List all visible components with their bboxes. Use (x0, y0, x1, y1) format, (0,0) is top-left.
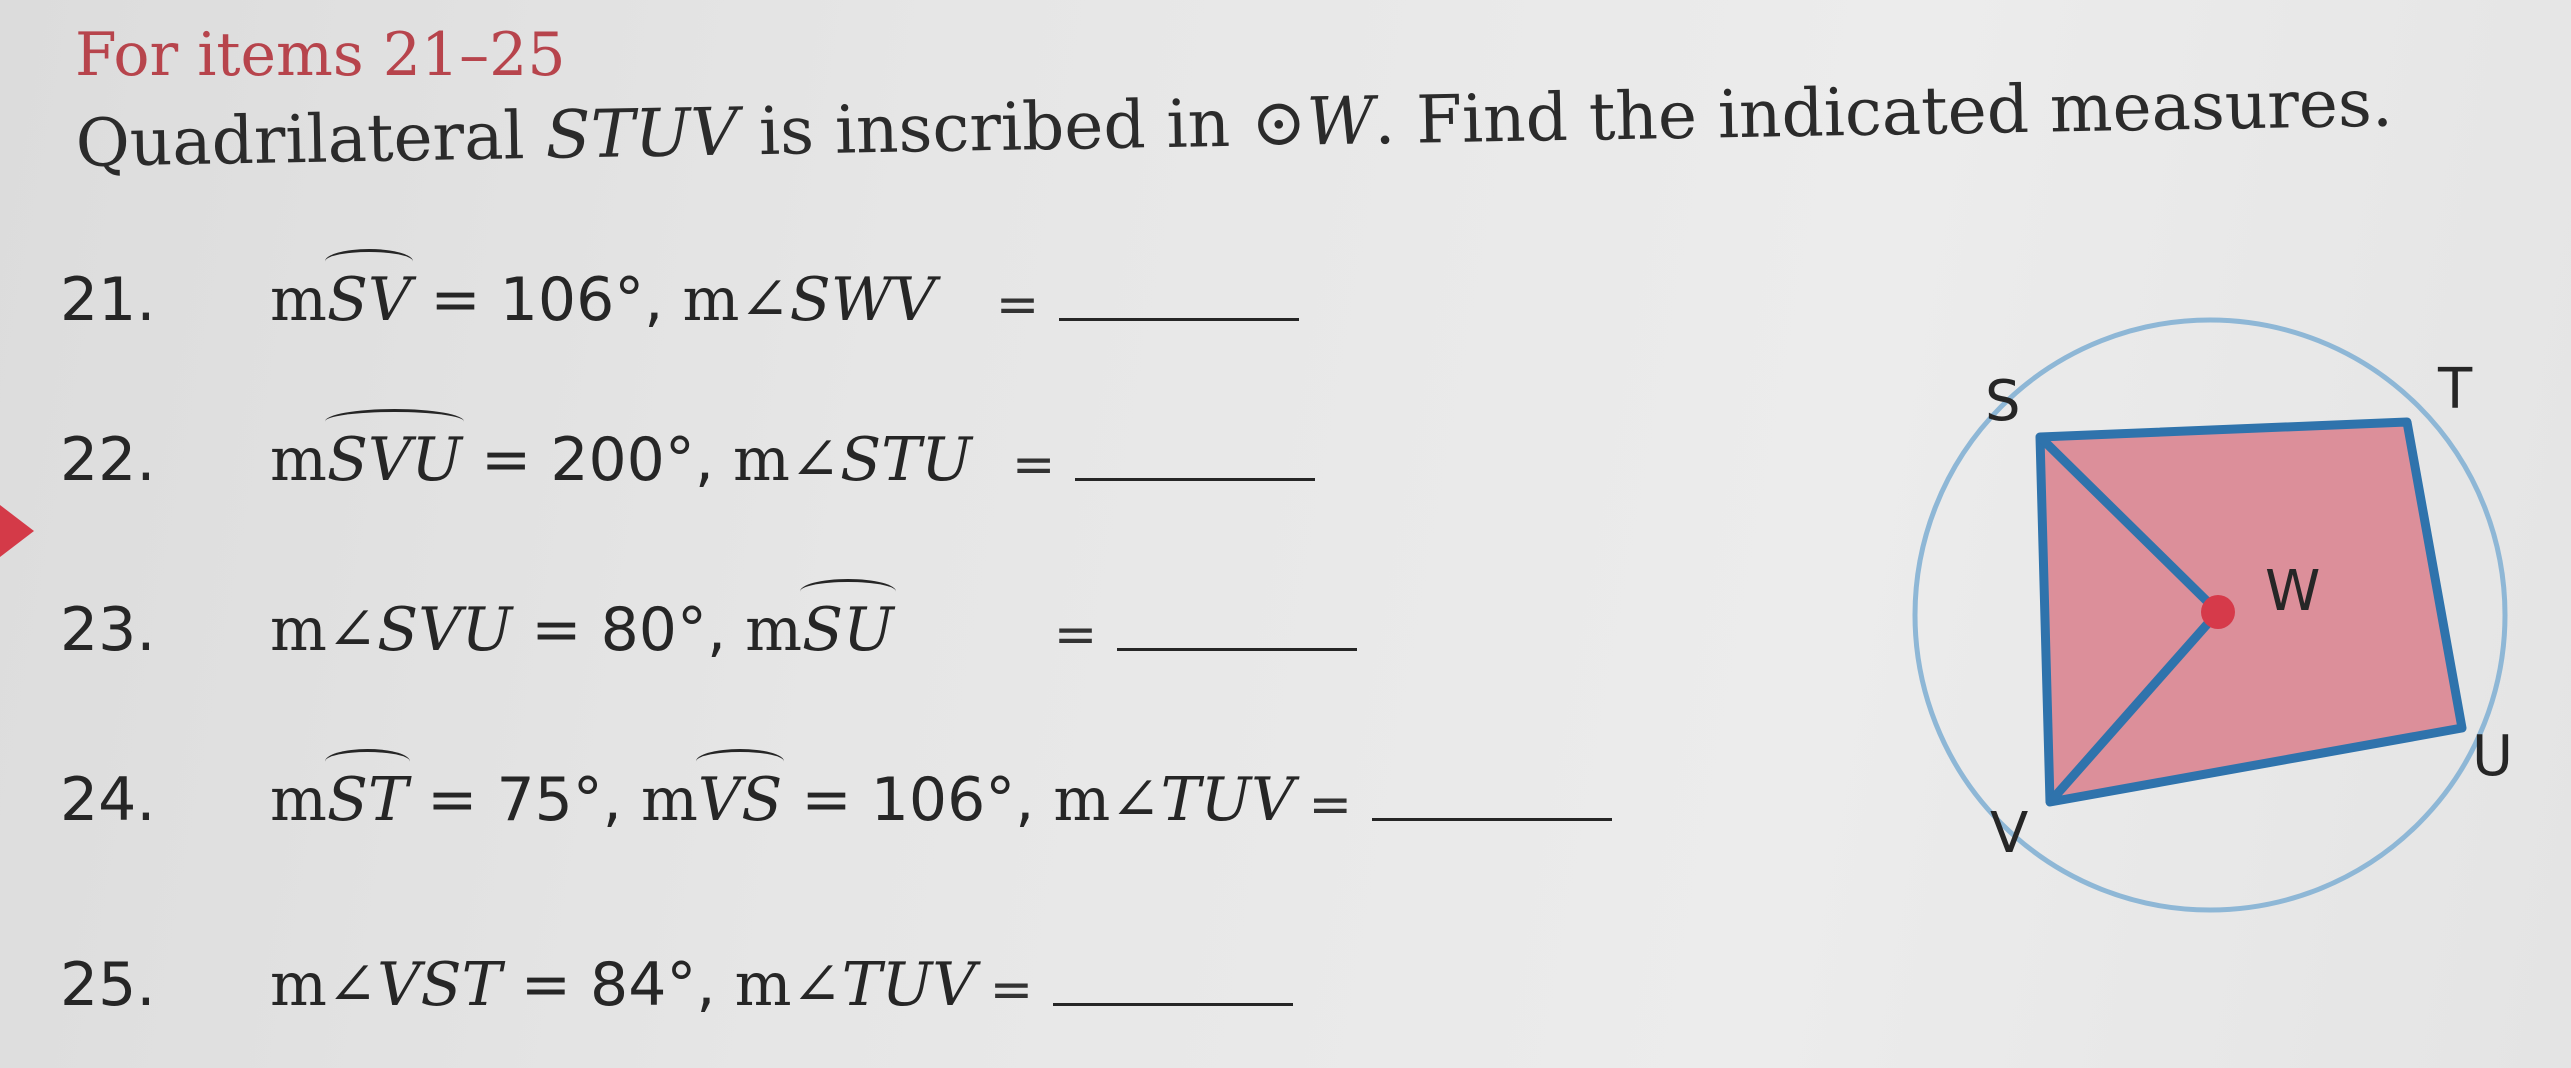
given-value: = 84°, (501, 950, 735, 1020)
angle-label: ∠STU (789, 425, 972, 495)
item-number: 23. (60, 595, 156, 665)
equals-sign: = (989, 960, 1034, 1020)
item-number: 22. (60, 425, 156, 495)
angle-label: ∠VST (326, 950, 502, 1020)
measure-m: m (745, 595, 803, 665)
vertex-label-S: S (1985, 369, 2021, 434)
angle-label: ∠SVU (326, 595, 513, 665)
given-value: = 106°, (411, 265, 683, 335)
angle-label: ∠SWV (739, 265, 936, 335)
quadrilateral-name: STUV (544, 93, 739, 174)
given-value: = 75°, (408, 765, 641, 835)
arc-label: SVU (326, 425, 462, 495)
item-number: 24. (60, 765, 156, 835)
angle-label: ∠TUV (1110, 765, 1295, 835)
given-value: = 80°, (512, 595, 746, 665)
arc-label: ST (326, 765, 409, 835)
circle-name: W (1305, 82, 1375, 161)
circle-symbol: ⊙ (1250, 83, 1308, 162)
section-label: For items 21–25 (75, 20, 566, 90)
arc-label: VS (697, 765, 783, 835)
instruction-before: Quadrilateral (75, 96, 547, 182)
instruction-middle: is inscribed in (737, 84, 1252, 171)
measure-m: m (734, 950, 792, 1020)
measure-m: m (270, 425, 327, 495)
measure-m: m (682, 265, 740, 335)
vertex-label-T: T (2438, 357, 2473, 422)
measure-m: m (1053, 765, 1111, 835)
given-value: = 106°, (782, 765, 1054, 835)
measure-m: m (270, 265, 327, 335)
angle-label: ∠TUV (791, 950, 976, 1020)
equals-sign: = (1011, 435, 1056, 495)
arc-label: SU (802, 595, 894, 665)
measure-m: m (270, 950, 327, 1020)
measure-m: m (270, 765, 327, 835)
equals-sign: = (1053, 605, 1098, 665)
instruction-after: . Find the indicated measures. (1373, 64, 2394, 160)
equals-sign: = (1308, 775, 1353, 835)
center-label-W: W (2265, 559, 2321, 624)
vertex-label-U: U (2472, 724, 2513, 789)
given-value: = 200°, (461, 425, 733, 495)
vertex-label-V: V (1990, 801, 2029, 866)
measure-m: m (270, 595, 327, 665)
equals-sign: = (995, 275, 1040, 335)
item-number: 21. (60, 265, 156, 335)
measure-m: m (640, 765, 698, 835)
item-number: 25. (60, 950, 156, 1020)
arc-label: SV (326, 265, 412, 335)
measure-m: m (733, 425, 790, 495)
center-point-W (2201, 595, 2235, 629)
